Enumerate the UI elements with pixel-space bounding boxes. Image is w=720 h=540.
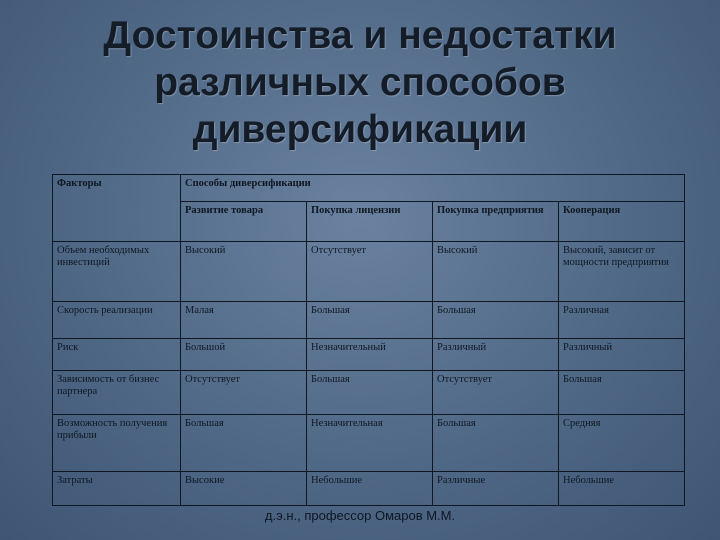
factor-cell: Зависимость от бизнес партнера: [53, 371, 181, 415]
table-header-row: [53, 175, 685, 202]
value-cell: Большая: [433, 415, 559, 472]
table-row: [53, 302, 685, 339]
table-row: [53, 339, 685, 371]
factors-header-cell: Факторы: [53, 175, 181, 242]
value-cell: Отсутствует: [433, 371, 559, 415]
value-cell: Незначительная: [307, 415, 433, 472]
value-cell: Небольшие: [559, 472, 685, 506]
factor-cell: Риск: [53, 339, 181, 371]
table-row: [53, 472, 685, 506]
factor-cell: Возможность получения прибыли: [53, 415, 181, 472]
value-cell: Небольшие: [307, 472, 433, 506]
value-cell: Большая: [181, 415, 307, 472]
title-line-2: различных способов: [154, 61, 566, 104]
table-row: [53, 415, 685, 472]
value-cell: Различная: [559, 302, 685, 339]
table-row: [53, 242, 685, 302]
value-cell: Высокие: [181, 472, 307, 506]
value-cell: Различные: [433, 472, 559, 506]
value-cell: Незначительный: [307, 339, 433, 371]
table-row: [53, 371, 685, 415]
value-cell: Различный: [433, 339, 559, 371]
value-cell: Различный: [559, 339, 685, 371]
value-cell: Высокий, зависит от мощности предприятия: [559, 242, 685, 302]
title-line-1: Достоинства и недостатки: [103, 14, 617, 57]
value-cell: Средняя: [559, 415, 685, 472]
factor-cell: Скорость реализации: [53, 302, 181, 339]
value-cell: Высокий: [433, 242, 559, 302]
value-cell: Высокий: [181, 242, 307, 302]
method-header-cell: Кооперация: [559, 202, 685, 242]
value-cell: Большая: [307, 302, 433, 339]
author-footer: д.э.н., профессор Омаров М.М.: [264, 508, 456, 523]
value-cell: Большая: [559, 371, 685, 415]
value-cell: Большая: [307, 371, 433, 415]
value-cell: Большой: [181, 339, 307, 371]
comparison-table: [52, 174, 685, 506]
value-cell: Малая: [181, 302, 307, 339]
slide-title: [0, 12, 720, 153]
value-cell: Большая: [433, 302, 559, 339]
value-cell: Отсутствует: [307, 242, 433, 302]
methods-header-cell: Способы диверсификации: [181, 175, 685, 202]
factor-cell: Объем необходимых инвестиций: [53, 242, 181, 302]
method-header-cell: Покупка предприятия: [433, 202, 559, 242]
method-header-cell: Развитие товара: [181, 202, 307, 242]
method-header-cell: Покупка лицензии: [307, 202, 433, 242]
factor-cell: Затраты: [53, 472, 181, 506]
title-line-3: диверсификации: [192, 108, 528, 151]
value-cell: Отсутствует: [181, 371, 307, 415]
